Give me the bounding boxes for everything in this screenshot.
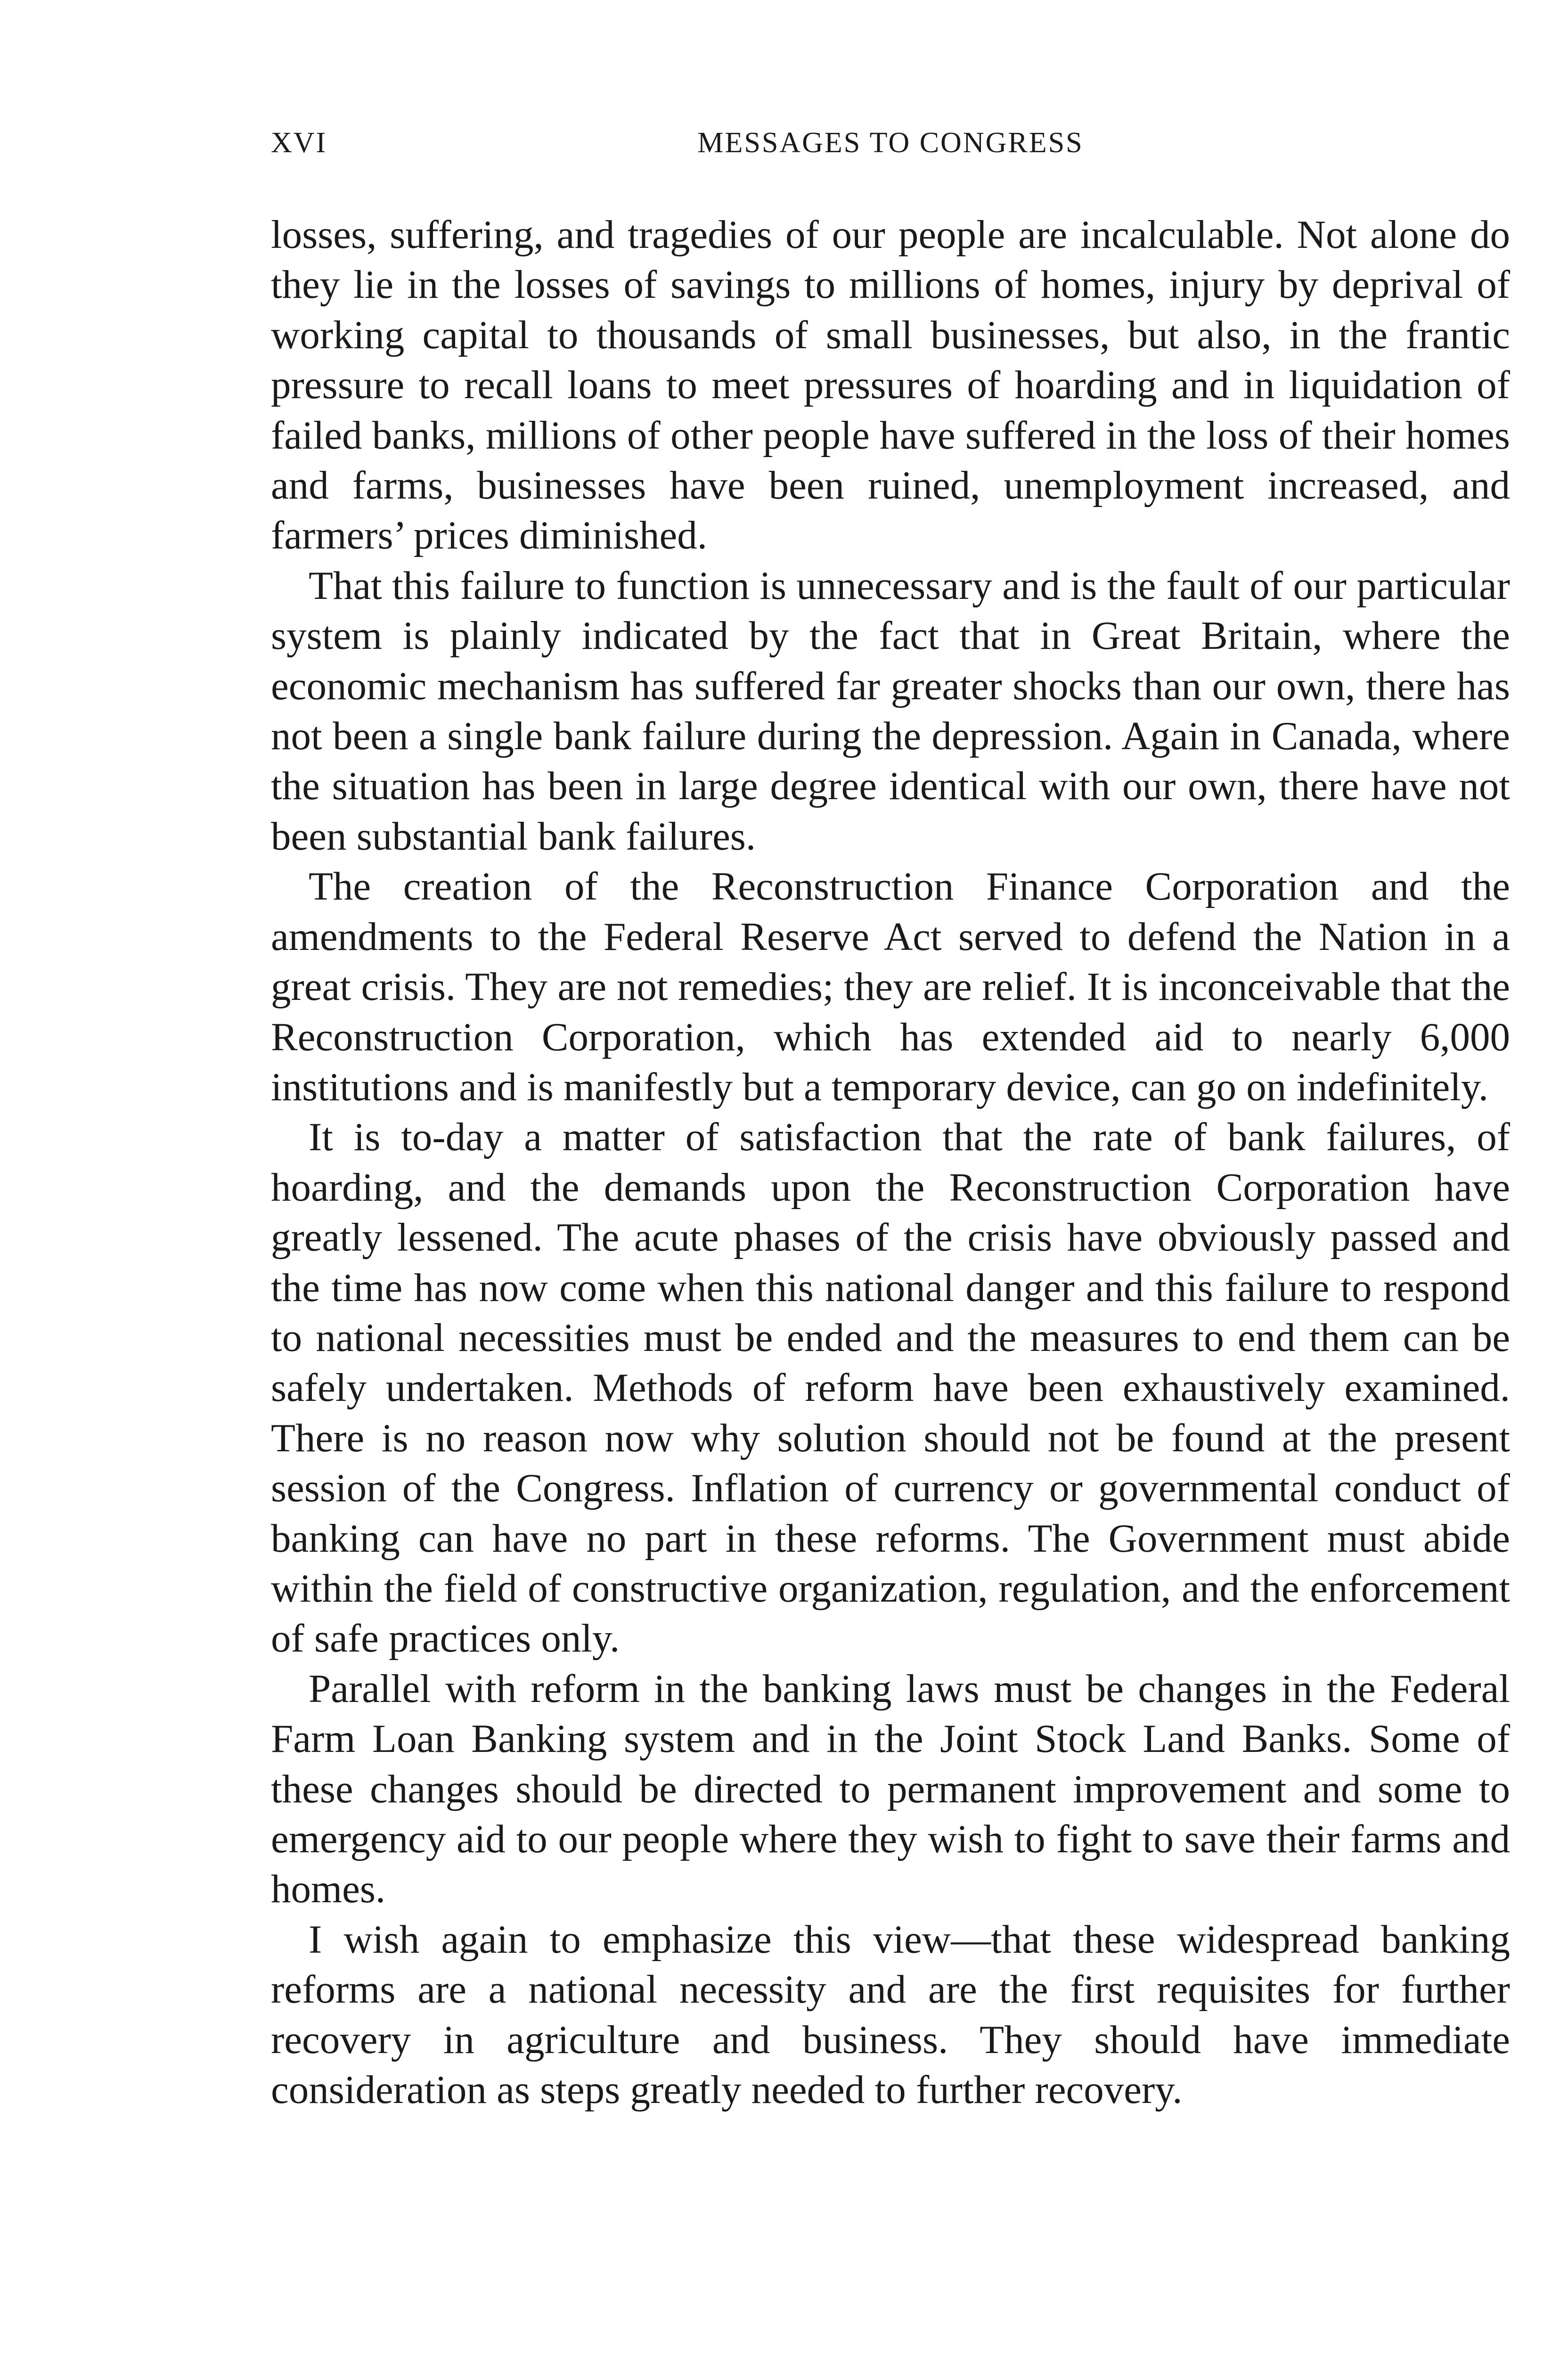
paragraph-satisfaction: It is to-day a matter of satisfaction that the rate of bank failures, of hoarding, and the demands upon the Reconstruction Corporation have greatly lessened. The acute phases of the crisis have obviously passed and the time has now come when this national danger and this failure to respond to national necessities must be ended and the measures to end them can be safely undertaken. Methods of reform have been exhaustively examined. There is no reason now why solution should not be found at the present session of the Congress. Inflation of currency or governmental conduct of banking can have no part in these reforms. The Government must abide within the field of constructive organization, regulation, and the enforcement of safe practices only. xyxy=(271,1115,1510,1661)
running-title: MESSAGES TO CONGRESS xyxy=(697,127,1084,159)
paragraph-bank-failures: That this failure to function is unnecessary and is the fault of our particular system is plainly indicated by the fact that in Great Britain, where the economic mechanism has suffered far greater shocks than our own, there has not been a single bank failure during the depression. Again in Canada, where the situation has been in large degree identical with our own, there have not been substantial bank failures. xyxy=(271,563,1510,859)
paragraph-emphasis: I wish again to emphasize this view—that these widespread banking reforms are a national necessity and are the first requisites for further recovery in agriculture and business. They should have immediate consideration as steps greatly needed to further recovery. xyxy=(271,1917,1510,2112)
paragraph-reconstruction-finance: The creation of the Reconstruction Finance Corporation and the amendments to the Federal Reserve Act served to defend the Nation in a great crisis. They are not remedies; they are relief. It is inconceivable that the Reconstruction Corporation, which has extended aid to nearly 6,000 institutions and is manifestly but a temporary device, can go on indefinitely. xyxy=(271,864,1510,1109)
running-header xyxy=(271,126,1510,169)
paragraph-continued: losses, suffering, and tragedies of our people are incalculable. Not alone do they lie in the losses of savings to millions of homes, injury by deprival of working capital to thousands of small businesses, but also, in the frantic pressure to recall loans to meet pressures of hoarding and in liquidation of failed banks, millions of other people have suffered in the loss of their homes and farms, businesses have been ruined, unemployment increased, and farmers’ prices diminished. xyxy=(271,213,1510,558)
page-number: XVI xyxy=(271,127,327,159)
paragraph-farm-loan: Parallel with reform in the banking laws must be changes in the Federal Farm Loan Banking system and in the Joint Stock Land Banks. Some of these changes should be directed to permanent improvement and some to emergency aid to our people where they wish to fight to save their farms and homes. xyxy=(271,1666,1510,1912)
body-text xyxy=(271,210,1510,2115)
